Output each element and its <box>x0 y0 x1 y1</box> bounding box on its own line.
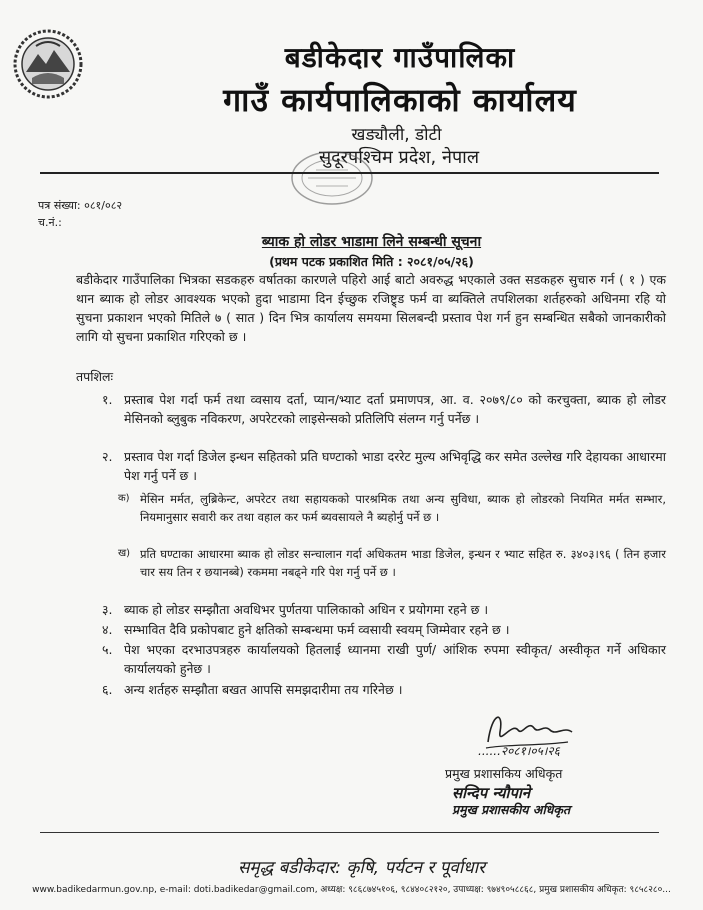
address-line-2: सुदूरपश्चिम प्रदेश, नेपाल <box>318 147 480 168</box>
footer-contact: www.badikedarmun.gov.np, e-mail: doti.badikedar@gmail.com, अध्यक्ष: ९८६८७४५१०६, ९८४४०८२१२०, उपाध्यक्ष: ९७४९०५८८६८, प्रमुख प्रशासकीय अधिकृत: ९८५८२८०... <box>32 885 671 895</box>
signature-date: ......२०८१।०५।२६ <box>478 744 560 758</box>
notice-title: ब्याक हो लोडर भाडामा लिने सम्बन्धी सूचना <box>261 234 482 250</box>
dispatch-number: च.नं.: <box>38 216 62 229</box>
item-number: ३. <box>102 602 113 617</box>
condition-item <box>102 600 666 619</box>
item-number: २. <box>102 449 113 464</box>
condition-item <box>102 680 666 699</box>
item-number: ६. <box>102 682 113 697</box>
nepal-emblem-logo <box>12 28 84 100</box>
item-number: ४. <box>102 622 113 637</box>
item-text: पेश भएका दरभाउपत्रहरु कार्यालयको हितलाई ध्यानमा राखी पुर्ण/ आंशिक रुपमा स्वीकृत/ अस्वीकृत गर्ने अधिकार कार्यालयको हुनेछ । <box>124 642 666 676</box>
header-divider <box>40 172 659 174</box>
signatory-designation: प्रमुख प्रशासकीय अधिकृत <box>452 802 571 817</box>
address-line-1: खड्यौली, डोटी <box>351 125 442 145</box>
condition-item <box>102 640 666 678</box>
item-text: प्रस्ताव पेश गर्दा डिजेल इन्धन सहितको प्रति घण्टाको भाडा दररेट मुल्य अभिवृद्धि कर समेत उल्लेख गरि देहायका आधारमा पेश गर्नु पर्ने छ । <box>124 449 666 483</box>
office-name: गाउँ कार्यपालिकाको कार्यालय <box>223 81 577 119</box>
item-text: सम्भावित दैवि प्रकोपबाट हुने क्षतिको सम्बन्धमा फर्म व्वसायी स्वयम् जिम्मेवार रहने छ । <box>124 622 510 637</box>
item-number: ५. <box>102 642 113 657</box>
sub-item-number: ख) <box>118 548 131 559</box>
sub-item-number: क) <box>118 493 130 504</box>
footer-slogan: समृद्ध बडीकेदार: कृषि, पर्यटन र पूर्वाधार <box>237 858 486 878</box>
sub-item-text: मेसिन मर्मत, लुब्रिकेन्ट, अपरेटर तथा सहायकको पारश्रमिक तथा अन्य सुविधा, ब्याक हो लोडरको नियमित मर्मत सम्भार, नियमानुसार सवारी कर तथा वहाल कर फर्म ब्यवसायले नै ब्यहोर्नु पर्ने छ । <box>140 492 666 524</box>
condition-item <box>102 620 666 639</box>
details-label: तपशिलः <box>76 369 113 384</box>
notice-intro: बडीकेदार गाउँपालिका भित्रका सडकहरु वर्षातका कारणले पहिरो आई बाटो अवरुद्ध भएकाले उक्त सडकहरु सुचारु गर्न ( १ ) एक थान ब्याक हो लोडर आवश्यक भएको हुदा भाडामा दिन ईच्छुक रजिष्ट्र्ड फर्म वा ब्यक्तिले तपशिलका शर्तहरुको अधिनमा रहि यो सुचना प्रकाशन भएको मितिले ७ ( सात ) दिन भित्र कार्यालय समयमा सिलबन्दी प्रस्ताव पेश गर्न हुन सम्बन्धित सबैको जानकारीको लागि यो सुचना प्रकाशित गरिएको छ । <box>76 272 666 344</box>
item-number: १. <box>102 392 113 407</box>
signatory-name: सन्दिप न्यौपाने <box>452 784 531 802</box>
office-stamp <box>286 148 378 208</box>
item-text: ब्याक हो लोडर सम्झौता अवधिभर पुर्णतया पालिकाको अधिन र प्रयोगमा रहने छ । <box>124 602 489 617</box>
footer-divider <box>40 832 659 833</box>
condition-item <box>102 447 666 485</box>
notice-subtitle: (प्रथम पटक प्रकाशित मिति : २०८१/०५/२६) <box>269 254 474 269</box>
sub-item-text: प्रति घण्टाका आधारमा ब्याक हो लोडर सन्चालान गर्दा अधिकतम भाडा डिजेल, इन्धन र भ्याट सहित रु. ३४०३।९६ ( तिन हजार चार सय तिन र छयानब्बे) रकममा नबढ्ने गरि पेश गर्नु पर्ने छ । <box>140 547 666 579</box>
item-text: प्रस्ताब पेश गर्दा फर्म तथा व्वसाय दर्ता, प्यान/भ्याट दर्ता प्रमाणपत्र, आ. व. २०७९/८० को करचुक्ता, ब्याक हो लोडर मेसिनको ब्लुबुक नविकरण, अपरेटरको लाइसेन्सको प्रतिलिपि संलग्न गर्नु पर्नेछ । <box>124 392 666 426</box>
sub-condition-item <box>118 490 666 526</box>
organization-name: बडीकेदार गाउँपालिका <box>284 41 516 74</box>
condition-item <box>102 390 666 428</box>
item-text: अन्य शर्तहरु सम्झौता बखत आपसि समझदारीमा तय गरिनेछ । <box>124 682 403 697</box>
letter-number: पत्र संख्या: ०८१/०८२ <box>38 199 123 212</box>
sub-condition-item <box>118 545 666 581</box>
signatory-title: प्रमुख प्रशासकिय अधिकृत <box>445 766 563 781</box>
